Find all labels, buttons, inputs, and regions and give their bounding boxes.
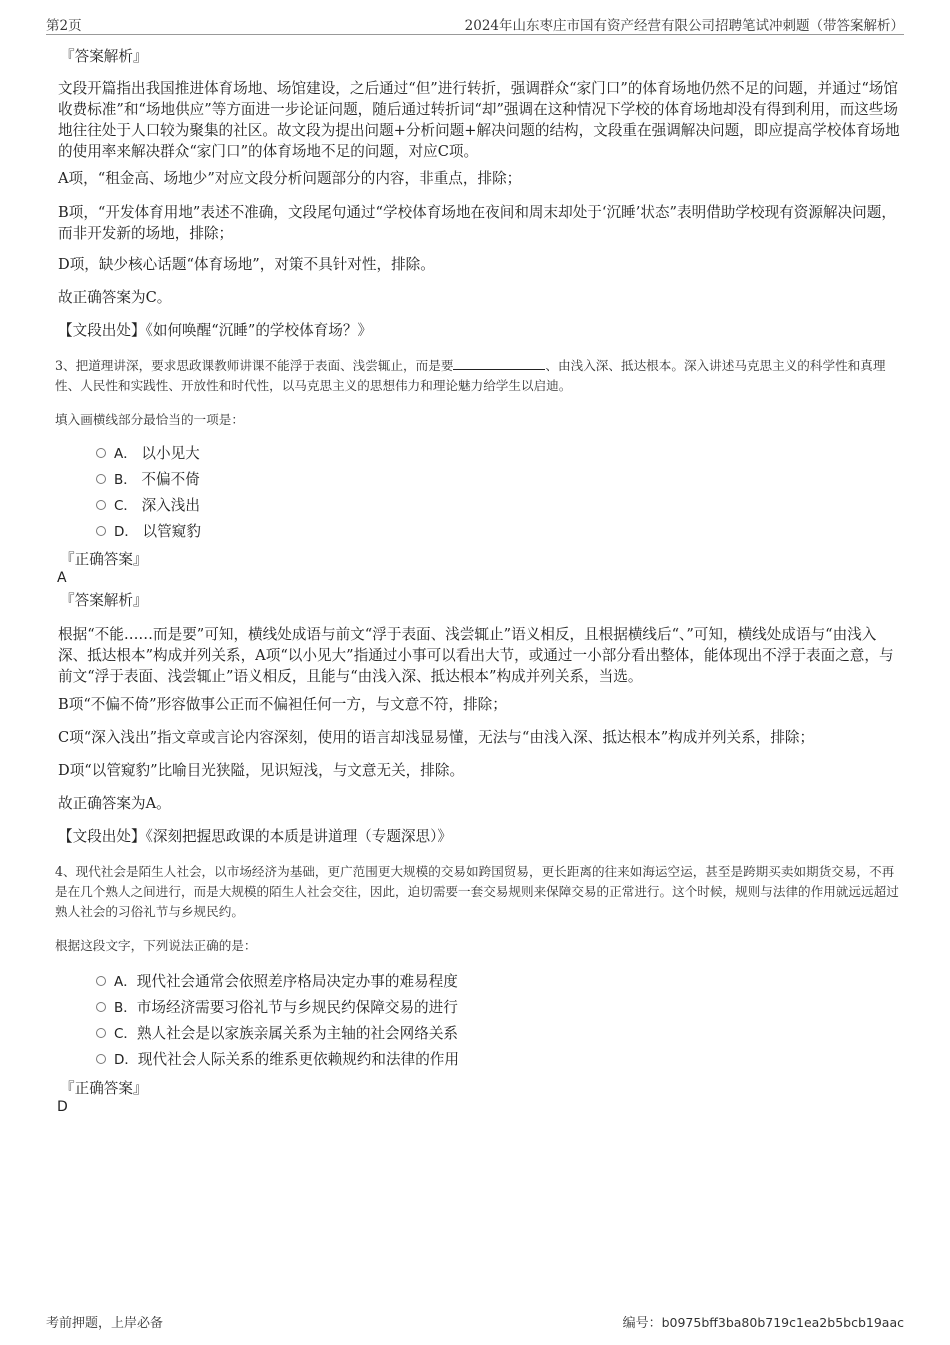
q3-option-d[interactable]: D． 以管窥豹 — [96, 523, 201, 541]
q2-analysis-label: 『答案解析』 — [60, 48, 148, 65]
radio-icon[interactable] — [96, 1028, 106, 1038]
q3-option-b[interactable]: B． 不偏不倚 — [96, 471, 200, 489]
radio-icon[interactable] — [96, 1054, 106, 1064]
q3-answer-label: 『正确答案』 — [60, 551, 148, 568]
q3-analysis-option-b: B项“不偏不倚”形容做事公正而不偏袒任何一方，与文意不符，排除； — [58, 696, 507, 713]
q3-analysis-option-c: C项“深入浅出”指文章或言论内容深刻，使用的语言却浅显易懂，无法与“由浅入深、抵达根本”构成并列关系，排除； — [58, 729, 815, 746]
q3-analysis-paragraph: 根据“不能……而是要”可知，横线处成语与前文“浮于表面、浅尝辄止”语义相反，且根据横线后“、”可知，横线处成语与“由浅入深、抵达根本”构成并列关系，A项“以小见大”指通过小事可以看出大节，或通过一小部分看出整体，能体现出不浮于表面之意，与前文“浮于表面、浅尝辄止”语义相反，且能与“由浅入深、抵达根本”构成并列关系，当选。 — [58, 626, 894, 685]
q3-conclusion: 故正确答案为A。 — [58, 795, 171, 812]
radio-icon[interactable] — [96, 526, 106, 536]
q2-analysis-option-d: D项，缺少核心话题“体育场地”，对策不具针对性，排除。 — [58, 256, 435, 273]
q4-answer-label: 『正确答案』 — [60, 1080, 148, 1097]
q2-analysis-option-b: B项，“开发体育用地”表述不准确，文段尾句通过“学校体育场地在夜间和周末却处于‘沉睡’状态”表明借助学校现有资源解决问题，而非开发新的场地，排除； — [58, 204, 896, 242]
document-code — [623, 1312, 904, 1331]
q4-option-d[interactable]: D．现代社会人际关系的维系更依赖规约和法律的作用 — [96, 1051, 459, 1069]
code-value: b0975bff3ba80b719c1ea2b5bcb19aac — [661, 1315, 904, 1330]
radio-icon[interactable] — [96, 1002, 106, 1012]
code-label: 编号： — [622, 1316, 662, 1331]
page-footer — [46, 1312, 904, 1332]
radio-icon[interactable] — [96, 448, 106, 458]
q3-prompt: 填入画横线部分最恰当的一项是： — [55, 412, 244, 427]
q4-prompt: 根据这段文字，下列说法正确的是： — [55, 938, 257, 953]
q4-option-c[interactable]: C．熟人社会是以家族亲属关系为主轴的社会网络关系 — [96, 1025, 458, 1043]
radio-icon[interactable] — [96, 976, 106, 986]
radio-icon[interactable] — [96, 500, 106, 510]
q3-stem-after-blank: 、由浅入深、抵达根本。深入讲述马克思主义的科学性和真理性、人民性和实践性、开放性和时代性，以马克思主义的思想伟力和理论魅力给学生以启迪。 — [55, 358, 886, 393]
q3-stem — [55, 356, 904, 396]
q3-answer: A — [57, 570, 67, 586]
q3-option-c[interactable]: C． 深入浅出 — [96, 497, 200, 515]
q4-answer: D — [57, 1099, 68, 1115]
q2-conclusion: 故正确答案为C。 — [58, 289, 172, 306]
footer-slogan: 考前押题，上岸必备 — [46, 1316, 164, 1331]
q2-analysis-paragraph: 文段开篇指出我国推进体育场地、场馆建设，之后通过“但”进行转折，强调群众“家门口”的体育场地仍然不足的问题，并通过“场馆收费标准”和“场地供应”等方面进一步论证问题，随后通过转折词“却”强调在这种情况下学校的体育场地却没有得到利用，而这些场地往往处于人口较为聚集的社区。故文段为提出问题+分析问题+解决问题的结构，文段重在强调解决问题，即应提高学校体育场地的使用率来解决群众“家门口”的体育场地不足的问题，对应C项。 — [58, 80, 900, 160]
q4-option-b[interactable]: B．市场经济需要习俗礼节与乡规民约保障交易的进行 — [96, 999, 458, 1017]
q3-stem-before-blank: 3、把道理讲深，要求思政课教师讲课不能浮于表面、浅尝辄止，而是要 — [55, 358, 454, 373]
page-header — [46, 14, 904, 35]
q3-analysis-label: 『答案解析』 — [60, 592, 148, 609]
q4-option-a[interactable]: A．现代社会通常会依照差序格局决定办事的难易程度 — [96, 973, 458, 991]
fill-in-blank — [453, 357, 545, 370]
q4-stem: 4、现代社会是陌生人社会，以市场经济为基础，更广范围更大规模的交易如跨国贸易，更长距离的往来如海运空运，甚至是跨期买卖如期货交易，不再是在几个熟人之间进行，而是大规模的陌生人社会交往，因此，迫切需要一套交易规则来保障交易的正常进行。这个时候，规则与法律的作用就远远超过熟人社会的习俗礼节与乡规民约。 — [55, 864, 899, 919]
q3-analysis-option-d: D项“以管窥豹”比喻目光狭隘，见识短浅，与文意无关，排除。 — [58, 762, 465, 779]
q3-option-a[interactable]: A． 以小见大 — [96, 445, 200, 463]
radio-icon[interactable] — [96, 474, 106, 484]
q2-analysis-option-a: A项，“租金高、场地少”对应文段分析问题部分的内容，非重点，排除； — [58, 170, 522, 187]
document-title: 2024年山东枣庄市国有资产经营有限公司招聘笔试冲刺题（带答案解析） — [464, 18, 904, 34]
q3-source: 【文段出处】《深刻把握思政课的本质是讲道理（专题深思）》 — [58, 828, 453, 845]
page-number: 第2页 — [46, 18, 82, 34]
q2-source: 【文段出处】《如何唤醒“沉睡”的学校体育场？》 — [58, 322, 373, 339]
